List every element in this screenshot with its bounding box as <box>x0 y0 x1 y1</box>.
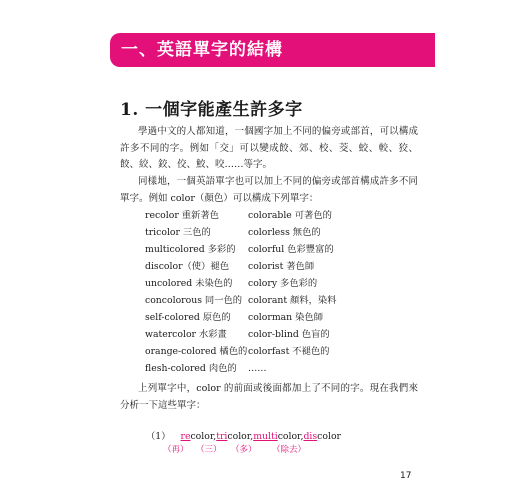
example-word <box>253 430 303 443</box>
word-entry: multicolored 多彩的 <box>145 244 236 255</box>
separator: , <box>250 431 254 442</box>
prefix-gloss: （除去） <box>272 445 307 455</box>
word-entry: discolor（使）褪色 <box>145 261 229 272</box>
word-entry: colorant 顏料，染料 <box>248 295 337 306</box>
example-1 <box>146 430 341 443</box>
prefix-gloss: （再） <box>163 445 189 455</box>
word-list <box>145 207 405 377</box>
word-entry: colorful 色彩豐富的 <box>248 244 334 255</box>
separator: , <box>213 431 217 442</box>
word-entry: self-colored 原色的 <box>145 312 231 323</box>
prefix-highlight: multi <box>253 431 278 442</box>
separator: , <box>300 431 304 442</box>
word-root: color <box>277 431 301 442</box>
prefix-highlight: tri <box>216 431 228 442</box>
paragraph-color-example: 同樣地，一個英語單字也可以加上不同的偏旁或部首構成許多不同單字。例如 color（顏色）可以構成下列單字： <box>120 176 418 204</box>
word-root: color <box>227 431 251 442</box>
word-entry: flesh-colored 肉色的 <box>145 363 237 374</box>
example-word <box>181 430 217 443</box>
page-number: 17 <box>400 471 412 481</box>
word-entry: …… <box>248 363 267 374</box>
prefix-gloss: （三） <box>196 445 222 455</box>
example-word <box>300 430 341 443</box>
example-words <box>146 430 341 443</box>
chapter-banner: 一、英語單字的結構 <box>110 33 435 67</box>
example-number: （1） <box>146 431 171 442</box>
word-entry: colorfast 不褪色的 <box>248 346 330 357</box>
paragraph-analysis: 上列單字中，color 的前面或後面都加上了不同的字。現在我們來分析一下這些單字： <box>120 383 418 411</box>
word-root: color <box>317 431 341 442</box>
word-entry: color-blind 色盲的 <box>248 329 330 340</box>
word-entry: colorless 無色的 <box>248 227 321 238</box>
word-entry: watercolor 水彩畫 <box>145 329 227 340</box>
prefix-gloss: （多） <box>231 445 257 455</box>
word-entry: tricolor 三色的 <box>145 227 211 238</box>
prefix-highlight: re <box>180 431 191 442</box>
word-entry: uncolored 未染色的 <box>145 278 233 289</box>
prefix-highlight: dis <box>303 431 318 442</box>
word-entry: concolorous 同一色的 <box>145 295 243 306</box>
example-word <box>216 430 253 443</box>
word-entry: recolor 重新著色 <box>145 210 219 221</box>
word-entry: colorman 染色師 <box>248 312 324 323</box>
word-root: color <box>190 431 214 442</box>
word-entry: colorist 著色師 <box>248 261 315 272</box>
paragraph-intro: 學過中文的人都知道，一個國字加上不同的偏旁或部首，可以構成許多不同的字。例如「交」可以變成餃、郊、校、茭、蛟、較、狡、餃、絞、鉸、佼、鮫、咬……等字。 <box>120 126 418 170</box>
section-heading: 1. 一個字能產生許多字 <box>120 100 303 120</box>
word-entry: colorable 可著色的 <box>248 210 332 221</box>
word-entry: orange-colored 橘色的 <box>145 346 248 357</box>
word-entry: colory 多色彩的 <box>248 278 318 289</box>
